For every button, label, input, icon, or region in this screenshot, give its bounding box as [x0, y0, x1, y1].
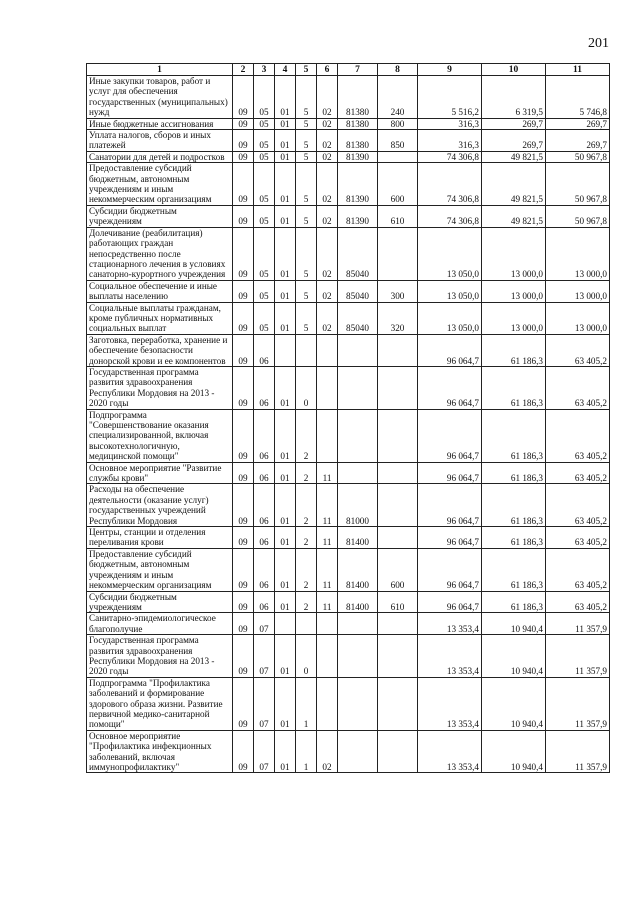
code-cell: [317, 334, 338, 366]
code-cell: [338, 366, 378, 409]
code-cell: 600: [378, 548, 418, 591]
amount-cell: 6 319,5: [482, 76, 546, 119]
code-cell: 610: [378, 591, 418, 613]
code-cell: 09: [233, 484, 254, 527]
row-name-cell: Иные бюджетные ассигнования: [87, 118, 233, 129]
code-cell: 81400: [338, 548, 378, 591]
column-header: 8: [378, 64, 418, 76]
code-cell: [378, 151, 418, 162]
amount-cell: 316,3: [418, 118, 482, 129]
table-row: [87, 227, 610, 280]
code-cell: 06: [254, 409, 275, 462]
amount-cell: 269,7: [482, 118, 546, 129]
amount-cell: 13 000,0: [546, 280, 610, 302]
code-cell: 09: [233, 280, 254, 302]
code-cell: [317, 613, 338, 635]
amount-cell: 5 516,2: [418, 76, 482, 119]
code-cell: 81400: [338, 591, 378, 613]
code-cell: 2: [296, 462, 317, 484]
code-cell: 11: [317, 462, 338, 484]
code-cell: [338, 409, 378, 462]
code-cell: 09: [233, 334, 254, 366]
code-cell: 05: [254, 151, 275, 162]
code-cell: 610: [378, 205, 418, 227]
code-cell: [378, 730, 418, 773]
code-cell: 320: [378, 302, 418, 334]
amount-cell: 13 050,0: [418, 227, 482, 280]
amount-cell: 5 746,8: [546, 76, 610, 119]
code-cell: 02: [317, 118, 338, 129]
code-cell: [317, 409, 338, 462]
code-cell: 09: [233, 76, 254, 119]
code-cell: 850: [378, 130, 418, 152]
code-cell: 01: [275, 151, 296, 162]
table-row: [87, 730, 610, 773]
amount-cell: 61 186,3: [482, 366, 546, 409]
code-cell: 07: [254, 635, 275, 678]
code-cell: [378, 227, 418, 280]
column-header: 7: [338, 64, 378, 76]
column-header: 9: [418, 64, 482, 76]
code-cell: 02: [317, 151, 338, 162]
table-row: [87, 548, 610, 591]
table-row: [87, 302, 610, 334]
code-cell: 1: [296, 677, 317, 730]
row-name-cell: Центры, станции и отделения переливания крови: [87, 527, 233, 549]
amount-cell: 63 405,2: [546, 366, 610, 409]
code-cell: 01: [275, 548, 296, 591]
code-cell: 81380: [338, 118, 378, 129]
amount-cell: 96 064,7: [418, 409, 482, 462]
code-cell: 09: [233, 635, 254, 678]
code-cell: 09: [233, 409, 254, 462]
code-cell: 09: [233, 205, 254, 227]
amount-cell: 61 186,3: [482, 484, 546, 527]
amount-cell: 63 405,2: [546, 548, 610, 591]
code-cell: 5: [296, 163, 317, 206]
column-header: 6: [317, 64, 338, 76]
code-cell: 01: [275, 227, 296, 280]
table-body: [87, 76, 610, 773]
amount-cell: 13 353,4: [418, 730, 482, 773]
code-cell: 09: [233, 118, 254, 129]
code-cell: 5: [296, 118, 317, 129]
code-cell: 05: [254, 118, 275, 129]
row-name-cell: Предоставление субсидий бюджетным, автономным учреждениям и иным некоммерческим организациям: [87, 548, 233, 591]
table-row: [87, 205, 610, 227]
code-cell: [338, 730, 378, 773]
code-cell: 09: [233, 462, 254, 484]
table-row: [87, 462, 610, 484]
code-cell: [275, 334, 296, 366]
column-header: 11: [546, 64, 610, 76]
code-cell: 01: [275, 302, 296, 334]
code-cell: 11: [317, 484, 338, 527]
amount-cell: 63 405,2: [546, 334, 610, 366]
table-row: [87, 677, 610, 730]
table-row: [87, 409, 610, 462]
code-cell: 1: [296, 730, 317, 773]
amount-cell: 11 357,9: [546, 635, 610, 678]
code-cell: 240: [378, 76, 418, 119]
code-cell: [338, 334, 378, 366]
code-cell: 01: [275, 409, 296, 462]
code-cell: 09: [233, 548, 254, 591]
table-row: [87, 484, 610, 527]
code-cell: 09: [233, 302, 254, 334]
code-cell: [378, 635, 418, 678]
code-cell: 09: [233, 613, 254, 635]
amount-cell: 96 064,7: [418, 334, 482, 366]
code-cell: 02: [317, 163, 338, 206]
code-cell: 81390: [338, 205, 378, 227]
code-cell: 02: [317, 76, 338, 119]
code-cell: 09: [233, 527, 254, 549]
code-cell: [275, 613, 296, 635]
amount-cell: 61 186,3: [482, 462, 546, 484]
code-cell: [338, 677, 378, 730]
code-cell: [338, 613, 378, 635]
code-cell: 09: [233, 677, 254, 730]
row-name-cell: Основное мероприятие "Развитие службы крови": [87, 462, 233, 484]
row-name-cell: Субсидии бюджетным учреждениям: [87, 205, 233, 227]
table-row: [87, 366, 610, 409]
amount-cell: 13 000,0: [482, 227, 546, 280]
row-name-cell: Социальные выплаты гражданам, кроме публичных нормативных социальных выплат: [87, 302, 233, 334]
code-cell: 06: [254, 527, 275, 549]
amount-cell: 50 967,8: [546, 163, 610, 206]
code-cell: 05: [254, 130, 275, 152]
amount-cell: 50 967,8: [546, 205, 610, 227]
column-header: 2: [233, 64, 254, 76]
code-cell: 09: [233, 227, 254, 280]
code-cell: 11: [317, 591, 338, 613]
amount-cell: 63 405,2: [546, 527, 610, 549]
row-name-cell: Иные закупки товаров, работ и услуг для обеспечения государственных (муниципальных) нужд: [87, 76, 233, 119]
code-cell: 01: [275, 677, 296, 730]
amount-cell: 61 186,3: [482, 548, 546, 591]
row-name-cell: Основное мероприятие "Профилактика инфекционных заболеваний, включая иммунопрофилактику": [87, 730, 233, 773]
code-cell: 02: [317, 227, 338, 280]
code-cell: 09: [233, 730, 254, 773]
code-cell: [378, 409, 418, 462]
code-cell: 06: [254, 548, 275, 591]
code-cell: 01: [275, 280, 296, 302]
code-cell: 81000: [338, 484, 378, 527]
code-cell: 2: [296, 409, 317, 462]
header-row: [87, 64, 610, 76]
column-header: 3: [254, 64, 275, 76]
amount-cell: 13 000,0: [482, 302, 546, 334]
amount-cell: 74 306,8: [418, 151, 482, 162]
code-cell: 07: [254, 677, 275, 730]
amount-cell: 13 353,4: [418, 677, 482, 730]
row-name-cell: Подпрограмма "Профилактика заболеваний и формирование здорового образа жизни. Развитие первичной медико-санитарной помощи": [87, 677, 233, 730]
code-cell: 09: [233, 130, 254, 152]
row-name-cell: Санатории для детей и подростков: [87, 151, 233, 162]
code-cell: 01: [275, 635, 296, 678]
amount-cell: 63 405,2: [546, 591, 610, 613]
amount-cell: 61 186,3: [482, 591, 546, 613]
table-row: [87, 151, 610, 162]
amount-cell: 10 940,4: [482, 613, 546, 635]
code-cell: 06: [254, 334, 275, 366]
row-name-cell: Подпрограмма "Совершенствование оказания специализированной, включая высокотехнологичную, медицинской помощи": [87, 409, 233, 462]
code-cell: 2: [296, 527, 317, 549]
code-cell: 02: [317, 205, 338, 227]
row-name-cell: Санитарно-эпидемиологическое благополучие: [87, 613, 233, 635]
code-cell: 81400: [338, 527, 378, 549]
amount-cell: 49 821,5: [482, 163, 546, 206]
table-row: [87, 130, 610, 152]
row-name-cell: Заготовка, переработка, хранение и обеспечение безопасности донорской крови и ее компонентов: [87, 334, 233, 366]
code-cell: 05: [254, 280, 275, 302]
amount-cell: 63 405,2: [546, 462, 610, 484]
code-cell: 05: [254, 227, 275, 280]
code-cell: 81390: [338, 163, 378, 206]
code-cell: [378, 366, 418, 409]
code-cell: 01: [275, 205, 296, 227]
amount-cell: 11 357,9: [546, 613, 610, 635]
row-name-cell: Государственная программа развития здравоохранения Республики Мордовия на 2013 - 2020 годы: [87, 635, 233, 678]
code-cell: [338, 635, 378, 678]
budget-table: [86, 63, 610, 773]
code-cell: [317, 677, 338, 730]
amount-cell: 96 064,7: [418, 527, 482, 549]
code-cell: 07: [254, 730, 275, 773]
code-cell: 09: [233, 163, 254, 206]
code-cell: 800: [378, 118, 418, 129]
amount-cell: 49 821,5: [482, 151, 546, 162]
column-header: 10: [482, 64, 546, 76]
code-cell: 05: [254, 302, 275, 334]
table-row: [87, 76, 610, 119]
amount-cell: 13 000,0: [482, 280, 546, 302]
code-cell: 5: [296, 302, 317, 334]
code-cell: 09: [233, 151, 254, 162]
code-cell: [378, 527, 418, 549]
code-cell: 11: [317, 527, 338, 549]
amount-cell: 96 064,7: [418, 366, 482, 409]
page-number: 201: [588, 36, 609, 51]
table-row: [87, 591, 610, 613]
code-cell: 01: [275, 76, 296, 119]
code-cell: 02: [317, 302, 338, 334]
amount-cell: 61 186,3: [482, 334, 546, 366]
code-cell: 01: [275, 527, 296, 549]
amount-cell: 13 353,4: [418, 613, 482, 635]
code-cell: [296, 613, 317, 635]
table-row: [87, 334, 610, 366]
code-cell: 07: [254, 613, 275, 635]
row-name-cell: Уплата налогов, сборов и иных платежей: [87, 130, 233, 152]
code-cell: 5: [296, 280, 317, 302]
code-cell: 300: [378, 280, 418, 302]
code-cell: 0: [296, 366, 317, 409]
code-cell: [378, 484, 418, 527]
code-cell: 01: [275, 130, 296, 152]
amount-cell: 11 357,9: [546, 730, 610, 773]
amount-cell: 10 940,4: [482, 677, 546, 730]
code-cell: 01: [275, 366, 296, 409]
code-cell: 5: [296, 130, 317, 152]
code-cell: [338, 462, 378, 484]
code-cell: 09: [233, 366, 254, 409]
code-cell: 2: [296, 484, 317, 527]
code-cell: 600: [378, 163, 418, 206]
amount-cell: 13 000,0: [546, 227, 610, 280]
code-cell: 02: [317, 280, 338, 302]
code-cell: 09: [233, 591, 254, 613]
amount-cell: 63 405,2: [546, 409, 610, 462]
code-cell: [296, 334, 317, 366]
amount-cell: 269,7: [546, 130, 610, 152]
column-header: 1: [87, 64, 233, 76]
column-header: 4: [275, 64, 296, 76]
row-name-cell: Социальное обеспечение и иные выплаты населению: [87, 280, 233, 302]
code-cell: 01: [275, 730, 296, 773]
code-cell: 5: [296, 227, 317, 280]
amount-cell: 11 357,9: [546, 677, 610, 730]
code-cell: 01: [275, 462, 296, 484]
code-cell: [378, 462, 418, 484]
code-cell: 02: [317, 730, 338, 773]
code-cell: 05: [254, 205, 275, 227]
table-row: [87, 527, 610, 549]
amount-cell: 74 306,8: [418, 163, 482, 206]
code-cell: 11: [317, 548, 338, 591]
code-cell: 01: [275, 163, 296, 206]
code-cell: 81390: [338, 151, 378, 162]
code-cell: 06: [254, 591, 275, 613]
row-name-cell: Расходы на обеспечение деятельности (оказание услуг) государственных учреждений Республики Мордовия: [87, 484, 233, 527]
row-name-cell: Государственная программа развития здравоохранения Республики Мордовия на 2013 - 2020 годы: [87, 366, 233, 409]
code-cell: 01: [275, 118, 296, 129]
table-row: [87, 635, 610, 678]
amount-cell: 10 940,4: [482, 730, 546, 773]
table-row: [87, 118, 610, 129]
amount-cell: 96 064,7: [418, 462, 482, 484]
amount-cell: 63 405,2: [546, 484, 610, 527]
code-cell: 85040: [338, 280, 378, 302]
amount-cell: 13 000,0: [546, 302, 610, 334]
amount-cell: 10 940,4: [482, 635, 546, 678]
code-cell: 05: [254, 76, 275, 119]
amount-cell: 96 064,7: [418, 484, 482, 527]
table-row: [87, 163, 610, 206]
code-cell: 5: [296, 205, 317, 227]
code-cell: 85040: [338, 302, 378, 334]
amount-cell: 61 186,3: [482, 409, 546, 462]
amount-cell: 269,7: [482, 130, 546, 152]
code-cell: [317, 366, 338, 409]
code-cell: 5: [296, 76, 317, 119]
code-cell: 06: [254, 366, 275, 409]
code-cell: 5: [296, 151, 317, 162]
amount-cell: 61 186,3: [482, 527, 546, 549]
code-cell: 85040: [338, 227, 378, 280]
amount-cell: 316,3: [418, 130, 482, 152]
code-cell: 2: [296, 548, 317, 591]
amount-cell: 49 821,5: [482, 205, 546, 227]
code-cell: 02: [317, 130, 338, 152]
row-name-cell: Долечивание (реабилитация) работающих граждан непосредственно после стационарного лечения в условиях санаторно-курортного учреждения: [87, 227, 233, 280]
code-cell: [378, 334, 418, 366]
code-cell: 05: [254, 163, 275, 206]
amount-cell: 96 064,7: [418, 548, 482, 591]
table-row: [87, 280, 610, 302]
code-cell: 0: [296, 635, 317, 678]
code-cell: [317, 635, 338, 678]
code-cell: 01: [275, 484, 296, 527]
code-cell: 2: [296, 591, 317, 613]
code-cell: 06: [254, 484, 275, 527]
amount-cell: 13 050,0: [418, 280, 482, 302]
row-name-cell: Субсидии бюджетным учреждениям: [87, 591, 233, 613]
code-cell: 06: [254, 462, 275, 484]
code-cell: [378, 613, 418, 635]
table-row: [87, 613, 610, 635]
amount-cell: 96 064,7: [418, 591, 482, 613]
amount-cell: 13 050,0: [418, 302, 482, 334]
amount-cell: 269,7: [546, 118, 610, 129]
amount-cell: 13 353,4: [418, 635, 482, 678]
code-cell: 81380: [338, 130, 378, 152]
code-cell: [378, 677, 418, 730]
code-cell: 81380: [338, 76, 378, 119]
amount-cell: 50 967,8: [546, 151, 610, 162]
code-cell: 01: [275, 591, 296, 613]
row-name-cell: Предоставление субсидий бюджетным, автономным учреждениям и иным некоммерческим организациям: [87, 163, 233, 206]
amount-cell: 74 306,8: [418, 205, 482, 227]
column-header: 5: [296, 64, 317, 76]
